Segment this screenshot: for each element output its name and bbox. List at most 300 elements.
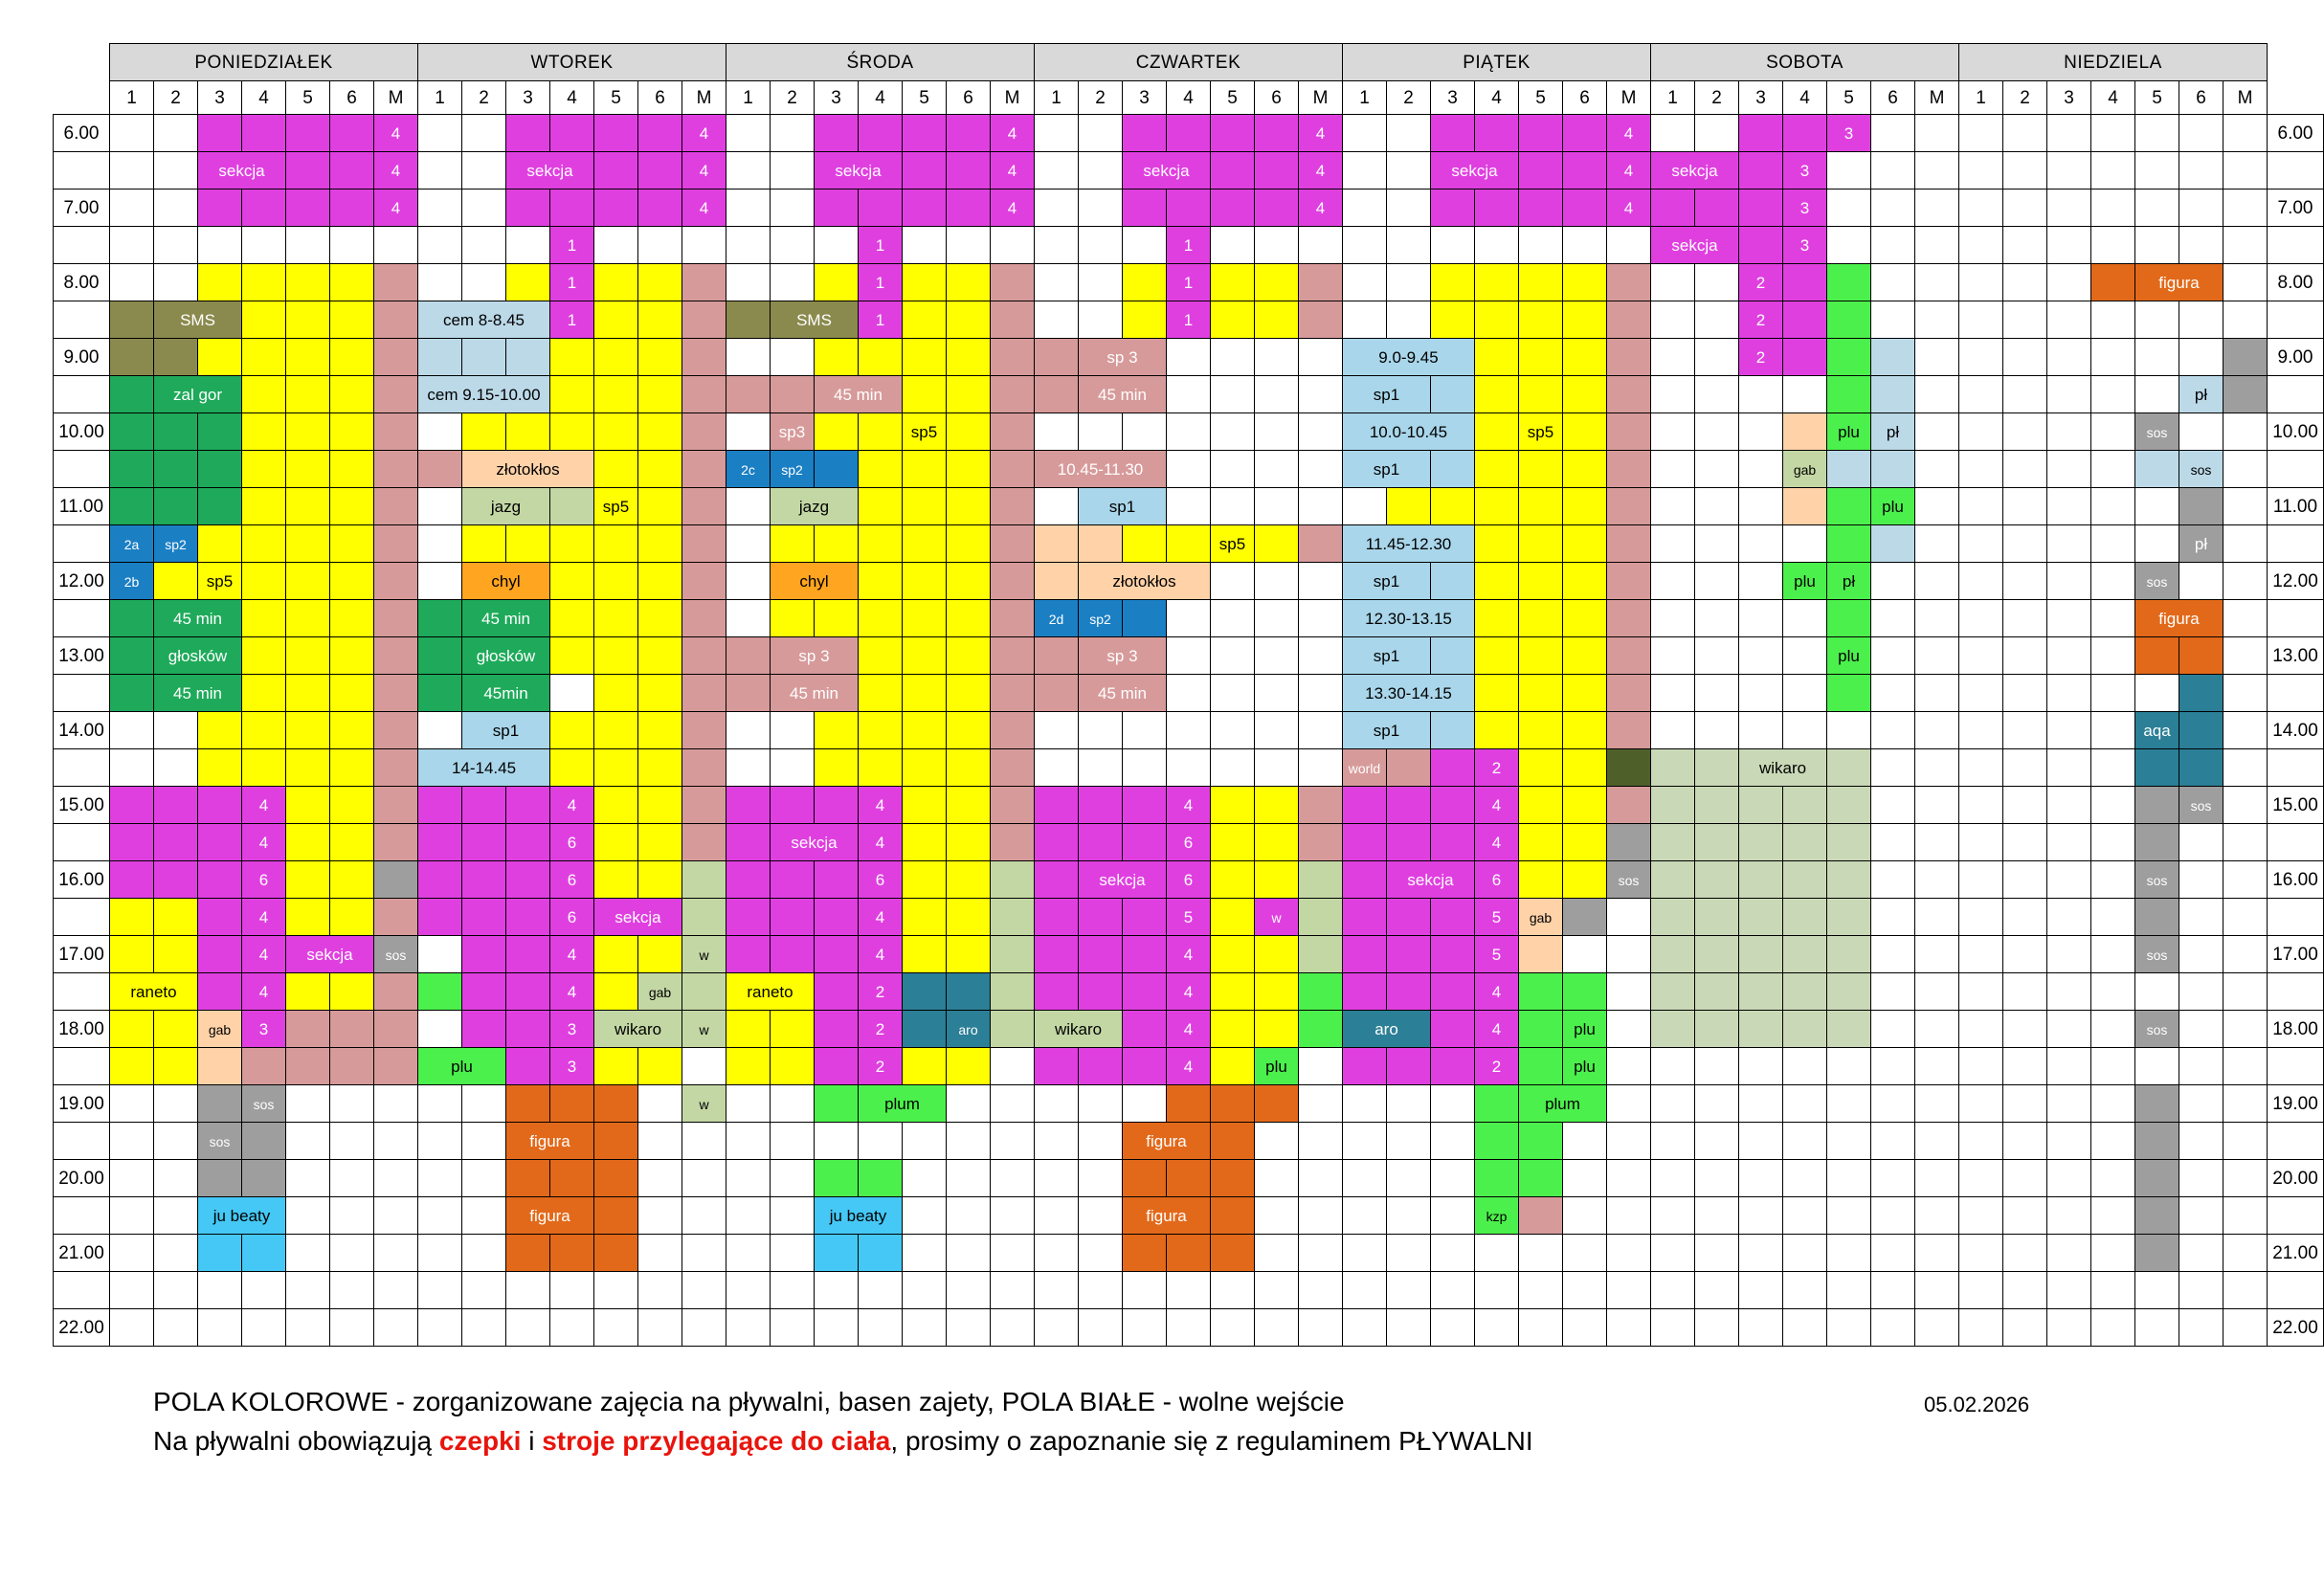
schedule-cell — [726, 1048, 771, 1085]
schedule-cell-labeled: złotokłos — [1079, 563, 1211, 600]
schedule-cell — [330, 413, 374, 451]
schedule-cell — [1519, 339, 1563, 376]
schedule-cell — [1035, 1123, 1079, 1160]
schedule-cell — [198, 861, 242, 899]
schedule-cell — [1827, 1235, 1871, 1272]
schedule-cell — [1167, 749, 1211, 787]
schedule-cell — [462, 787, 506, 824]
schedule-cell — [110, 1160, 154, 1197]
schedule-cell — [1123, 600, 1167, 637]
schedule-cell — [1211, 600, 1255, 637]
schedule-cell — [991, 1197, 1035, 1235]
schedule-cell — [771, 152, 815, 190]
schedule-cell — [1167, 675, 1211, 712]
schedule-cell — [286, 1123, 330, 1160]
schedule-cell — [330, 675, 374, 712]
schedule-cell — [1167, 637, 1211, 675]
schedule-cell — [154, 861, 198, 899]
schedule-cell-labeled: 4 — [682, 115, 726, 152]
schedule-cell — [2223, 1272, 2268, 1309]
schedule-cell — [1343, 824, 1387, 861]
schedule-cell — [1651, 1272, 1695, 1309]
schedule-cell — [2135, 787, 2179, 824]
schedule-cell — [638, 1048, 682, 1085]
schedule-cell — [638, 1160, 682, 1197]
schedule-cell — [1079, 301, 1123, 339]
lane-header-d6-5: 5 — [1827, 81, 1871, 115]
schedule-cell — [418, 637, 462, 675]
schedule-cell — [1695, 824, 1739, 861]
schedule-cell — [1387, 488, 1431, 525]
hour-label-left — [54, 152, 110, 190]
schedule-cell — [771, 1160, 815, 1197]
schedule-cell — [374, 1123, 418, 1160]
schedule-cell — [1299, 861, 1343, 899]
schedule-cell — [110, 227, 154, 264]
schedule-cell — [2091, 675, 2135, 712]
schedule-cell — [242, 749, 286, 787]
schedule-cell-labeled: figura — [1123, 1123, 1211, 1160]
schedule-cell-labeled: pł — [1871, 413, 1915, 451]
schedule-cell — [2091, 973, 2135, 1011]
schedule-cell — [2135, 227, 2179, 264]
schedule-cell — [1431, 264, 1475, 301]
schedule-cell — [2135, 824, 2179, 861]
schedule-cell — [1563, 301, 1607, 339]
schedule-cell — [1035, 899, 1079, 936]
schedule-cell-labeled: 2 — [859, 1011, 903, 1048]
hour-label-right — [2268, 899, 2324, 936]
schedule-cell — [2223, 1235, 2268, 1272]
schedule-cell — [726, 712, 771, 749]
schedule-cell — [1871, 376, 1915, 413]
schedule-cell — [726, 301, 771, 339]
schedule-cell-labeled: 3 — [550, 1011, 594, 1048]
schedule-cell — [198, 264, 242, 301]
schedule-cell — [594, 1197, 638, 1235]
schedule-cell — [374, 675, 418, 712]
schedule-cell — [1695, 525, 1739, 563]
schedule-cell — [1079, 413, 1123, 451]
schedule-cell-labeled: 10.45-11.30 — [1035, 451, 1167, 488]
schedule-cell — [2047, 1309, 2091, 1347]
schedule-cell — [462, 1197, 506, 1235]
schedule-cell — [1959, 488, 2003, 525]
schedule-cell — [1123, 749, 1167, 787]
schedule-cell — [771, 861, 815, 899]
schedule-cell-labeled: aqa — [2135, 712, 2179, 749]
schedule-cell — [1255, 1160, 1299, 1197]
schedule-cell — [2135, 973, 2179, 1011]
schedule-cell-labeled: 2 — [1739, 264, 1783, 301]
schedule-cell — [1651, 525, 1695, 563]
schedule-cell — [1255, 1309, 1299, 1347]
schedule-cell-labeled: wikaro — [1035, 1011, 1123, 1048]
schedule-cell — [1387, 1309, 1431, 1347]
schedule-cell — [1607, 749, 1651, 787]
hour-label-right: 10.00 — [2268, 413, 2324, 451]
schedule-cell-labeled: plu — [1827, 413, 1871, 451]
schedule-cell — [1167, 600, 1211, 637]
schedule-cell — [286, 227, 330, 264]
schedule-cell — [1079, 115, 1123, 152]
schedule-cell-labeled: sos — [198, 1123, 242, 1160]
schedule-cell — [2003, 1123, 2047, 1160]
footer-line-2 — [153, 1422, 1533, 1461]
schedule-cell-labeled: 2 — [1739, 339, 1783, 376]
hour-label-right — [2268, 376, 2324, 413]
schedule-cell — [506, 899, 550, 936]
schedule-cell — [2003, 600, 2047, 637]
schedule-cell — [1739, 451, 1783, 488]
schedule-cell — [154, 1123, 198, 1160]
schedule-cell — [2179, 563, 2223, 600]
schedule-cell — [374, 861, 418, 899]
hour-label-right: 14.00 — [2268, 712, 2324, 749]
schedule-cell — [903, 1160, 947, 1197]
schedule-cell — [2135, 451, 2179, 488]
schedule-cell — [815, 1011, 859, 1048]
schedule-cell — [771, 1235, 815, 1272]
schedule-cell — [154, 152, 198, 190]
hour-label-right: 7.00 — [2268, 190, 2324, 227]
schedule-cell — [1827, 451, 1871, 488]
schedule-cell — [726, 824, 771, 861]
hour-label-left — [54, 824, 110, 861]
schedule-cell — [1431, 1160, 1475, 1197]
schedule-cell — [815, 339, 859, 376]
schedule-cell — [726, 376, 771, 413]
schedule-cell — [110, 1272, 154, 1309]
schedule-cell — [1871, 152, 1915, 190]
schedule-cell — [2179, 749, 2223, 787]
schedule-cell — [2003, 637, 2047, 675]
schedule-cell-labeled: pł — [1827, 563, 1871, 600]
day-header-3: ŚRODA — [726, 44, 1035, 81]
schedule-cell — [418, 787, 462, 824]
schedule-cell — [154, 1235, 198, 1272]
schedule-cell — [1475, 488, 1519, 525]
schedule-cell — [110, 899, 154, 936]
schedule-cell-labeled: sos — [2135, 563, 2179, 600]
schedule-cell — [1519, 936, 1563, 973]
schedule-cell — [418, 973, 462, 1011]
hour-label-left: 19.00 — [54, 1085, 110, 1123]
schedule-cell — [2135, 1309, 2179, 1347]
schedule-cell — [771, 787, 815, 824]
schedule-cell — [1915, 600, 1959, 637]
schedule-cell — [506, 190, 550, 227]
schedule-cell — [726, 1309, 771, 1347]
schedule-cell — [638, 712, 682, 749]
schedule-cell-labeled: world — [1343, 749, 1387, 787]
schedule-cell — [1035, 749, 1079, 787]
schedule-cell — [682, 675, 726, 712]
schedule-cell — [110, 115, 154, 152]
schedule-cell — [550, 712, 594, 749]
schedule-cell — [110, 1197, 154, 1235]
schedule-cell — [991, 1011, 1035, 1048]
schedule-cell — [1255, 973, 1299, 1011]
schedule-cell — [1871, 712, 1915, 749]
schedule-cell — [2003, 861, 2047, 899]
schedule-cell — [1255, 451, 1299, 488]
schedule-cell — [726, 637, 771, 675]
schedule-cell — [1827, 1011, 1871, 1048]
schedule-cell — [286, 1011, 330, 1048]
schedule-cell — [286, 115, 330, 152]
schedule-cell — [1651, 1085, 1695, 1123]
schedule-cell — [1299, 600, 1343, 637]
schedule-cell — [1607, 1011, 1651, 1048]
lane-header-d7-4: 4 — [2091, 81, 2135, 115]
schedule-cell — [1607, 1048, 1651, 1085]
lane-header-d3-2: 2 — [771, 81, 815, 115]
schedule-cell — [2003, 301, 2047, 339]
schedule-cell — [154, 1011, 198, 1048]
schedule-cell-labeled: 6 — [1475, 861, 1519, 899]
schedule-cell-labeled: 4 — [991, 152, 1035, 190]
schedule-cell — [110, 675, 154, 712]
schedule-cell — [1651, 787, 1695, 824]
corner-blank-left — [54, 44, 110, 81]
schedule-cell — [815, 787, 859, 824]
schedule-cell — [1255, 1197, 1299, 1235]
schedule-cell — [286, 1235, 330, 1272]
schedule-cell — [2091, 1011, 2135, 1048]
schedule-cell — [1827, 190, 1871, 227]
schedule-cell — [1651, 1197, 1695, 1235]
lane-header-d1-6: 6 — [330, 81, 374, 115]
schedule-cell — [1695, 1048, 1739, 1085]
schedule-cell — [2091, 227, 2135, 264]
lane-header-d2-6: 6 — [638, 81, 682, 115]
schedule-cell — [2135, 1160, 2179, 1197]
schedule-cell — [903, 1272, 947, 1309]
schedule-cell — [2223, 227, 2268, 264]
schedule-cell-labeled: 5 — [1475, 936, 1519, 973]
schedule-cell — [242, 1048, 286, 1085]
schedule-cell — [771, 1085, 815, 1123]
schedule-row — [54, 973, 2324, 1011]
schedule-cell — [286, 1085, 330, 1123]
schedule-cell — [2003, 488, 2047, 525]
schedule-cell — [1915, 413, 1959, 451]
schedule-cell — [1255, 824, 1299, 861]
schedule-cell — [242, 1309, 286, 1347]
schedule-cell — [2135, 1272, 2179, 1309]
footer-line-1 — [153, 1383, 1533, 1422]
schedule-cell-labeled: 4 — [550, 787, 594, 824]
schedule-cell-labeled: 45min — [462, 675, 550, 712]
schedule-cell — [1563, 712, 1607, 749]
schedule-cell — [1299, 1197, 1343, 1235]
schedule-cell — [2091, 787, 2135, 824]
schedule-cell — [1959, 899, 2003, 936]
schedule-cell — [286, 1160, 330, 1197]
schedule-cell — [1651, 1309, 1695, 1347]
schedule-cell — [726, 1011, 771, 1048]
schedule-cell — [1431, 1048, 1475, 1085]
schedule-cell — [418, 861, 462, 899]
schedule-cell — [1035, 525, 1079, 563]
schedule-cell — [198, 1272, 242, 1309]
schedule-cell — [1475, 339, 1519, 376]
schedule-cell — [2091, 899, 2135, 936]
schedule-cell — [903, 936, 947, 973]
schedule-cell — [1563, 749, 1607, 787]
schedule-cell-labeled: sp2 — [154, 525, 198, 563]
schedule-cell — [1827, 787, 1871, 824]
schedule-cell — [1607, 936, 1651, 973]
schedule-cell — [1651, 749, 1695, 787]
schedule-cell — [594, 339, 638, 376]
schedule-cell — [462, 264, 506, 301]
schedule-cell-labeled: 13.30-14.15 — [1343, 675, 1475, 712]
schedule-cell-labeled: 3 — [1783, 227, 1827, 264]
schedule-cell — [1299, 339, 1343, 376]
schedule-cell — [2047, 1235, 2091, 1272]
schedule-cell — [1123, 787, 1167, 824]
schedule-cell — [1343, 787, 1387, 824]
schedule-cell — [2047, 899, 2091, 936]
schedule-cell — [1475, 115, 1519, 152]
schedule-cell — [1299, 563, 1343, 600]
schedule-cell — [682, 600, 726, 637]
schedule-cell — [947, 973, 991, 1011]
schedule-cell — [638, 152, 682, 190]
schedule-cell — [771, 1123, 815, 1160]
schedule-cell — [1871, 1235, 1915, 1272]
schedule-cell — [110, 861, 154, 899]
schedule-cell — [1475, 264, 1519, 301]
schedule-cell — [1255, 488, 1299, 525]
schedule-cell — [506, 264, 550, 301]
schedule-cell — [374, 1085, 418, 1123]
schedule-cell — [638, 115, 682, 152]
lane-header-d2-m: M — [682, 81, 726, 115]
schedule-cell — [1211, 1309, 1255, 1347]
schedule-cell-labeled: chyl — [462, 563, 550, 600]
hour-label-right: 21.00 — [2268, 1235, 2324, 1272]
schedule-cell — [1959, 973, 2003, 1011]
schedule-cell — [1563, 675, 1607, 712]
schedule-cell — [1783, 973, 1827, 1011]
schedule-cell — [1915, 936, 1959, 973]
schedule-cell — [1123, 413, 1167, 451]
schedule-cell-labeled: sekcja — [771, 824, 859, 861]
schedule-cell — [374, 301, 418, 339]
schedule-cell — [1035, 190, 1079, 227]
schedule-cell-labeled: 12.30-13.15 — [1343, 600, 1475, 637]
schedule-cell — [1739, 899, 1783, 936]
schedule-cell — [947, 227, 991, 264]
schedule-cell — [1079, 712, 1123, 749]
schedule-cell — [1783, 525, 1827, 563]
schedule-cell — [638, 1085, 682, 1123]
schedule-cell — [1695, 190, 1739, 227]
schedule-cell — [1563, 339, 1607, 376]
schedule-cell — [1343, 973, 1387, 1011]
schedule-cell — [815, 1085, 859, 1123]
schedule-cell — [1563, 787, 1607, 824]
hour-label-right — [2268, 973, 2324, 1011]
schedule-cell — [1563, 1197, 1607, 1235]
schedule-cell — [1915, 115, 1959, 152]
schedule-cell — [2003, 712, 2047, 749]
schedule-cell-labeled: cem 9.15-10.00 — [418, 376, 550, 413]
schedule-cell — [638, 1197, 682, 1235]
schedule-cell-labeled: 4 — [1475, 824, 1519, 861]
schedule-cell — [1563, 1235, 1607, 1272]
schedule-cell — [682, 1048, 726, 1085]
schedule-cell — [1871, 190, 1915, 227]
schedule-cell — [1651, 973, 1695, 1011]
schedule-row — [54, 413, 2324, 451]
schedule-cell — [242, 637, 286, 675]
schedule-cell — [1519, 451, 1563, 488]
schedule-cell — [286, 675, 330, 712]
schedule-cell — [1827, 301, 1871, 339]
schedule-cell — [1387, 301, 1431, 339]
schedule-cell — [418, 1235, 462, 1272]
schedule-cell — [198, 488, 242, 525]
schedule-cell — [682, 1235, 726, 1272]
schedule-cell-labeled: 45 min — [815, 376, 903, 413]
schedule-cell — [1211, 675, 1255, 712]
schedule-cell — [1387, 1123, 1431, 1160]
schedule-cell — [242, 600, 286, 637]
lane-header-d7-5: 5 — [2135, 81, 2179, 115]
schedule-cell — [1783, 339, 1827, 376]
hour-label-right: 22.00 — [2268, 1309, 2324, 1347]
schedule-cell-labeled: 3 — [242, 1011, 286, 1048]
schedule-cell — [1475, 1272, 1519, 1309]
schedule-cell — [1211, 1123, 1255, 1160]
schedule-cell — [1651, 413, 1695, 451]
schedule-cell — [638, 376, 682, 413]
schedule-cell — [1035, 1272, 1079, 1309]
schedule-cell — [286, 600, 330, 637]
lane-header-d2-3: 3 — [506, 81, 550, 115]
day-header-2: WTOREK — [418, 44, 726, 81]
lane-header-d3-6: 6 — [947, 81, 991, 115]
schedule-cell — [154, 936, 198, 973]
schedule-cell — [286, 973, 330, 1011]
schedule-cell — [1959, 451, 2003, 488]
schedule-cell — [903, 637, 947, 675]
schedule-cell — [1167, 451, 1211, 488]
schedule-cell — [2135, 339, 2179, 376]
schedule-cell — [198, 899, 242, 936]
rules-text-c: , prosimy o zapoznanie się z regulaminem PŁYWALNI — [890, 1425, 1533, 1456]
schedule-row — [54, 1272, 2324, 1309]
hour-label-right: 18.00 — [2268, 1011, 2324, 1048]
schedule-cell-labeled: głosków — [154, 637, 242, 675]
schedule-cell-labeled: sekcja — [1123, 152, 1211, 190]
schedule-cell — [330, 637, 374, 675]
schedule-cell — [1211, 1197, 1255, 1235]
schedule-cell — [1959, 152, 2003, 190]
schedule-cell — [903, 451, 947, 488]
schedule-cell — [462, 861, 506, 899]
schedule-cell-labeled: sp2 — [1079, 600, 1123, 637]
schedule-cell — [286, 152, 330, 190]
schedule-cell — [1255, 227, 1299, 264]
schedule-cell — [815, 525, 859, 563]
schedule-cell — [1079, 1235, 1123, 1272]
schedule-cell — [1783, 600, 1827, 637]
